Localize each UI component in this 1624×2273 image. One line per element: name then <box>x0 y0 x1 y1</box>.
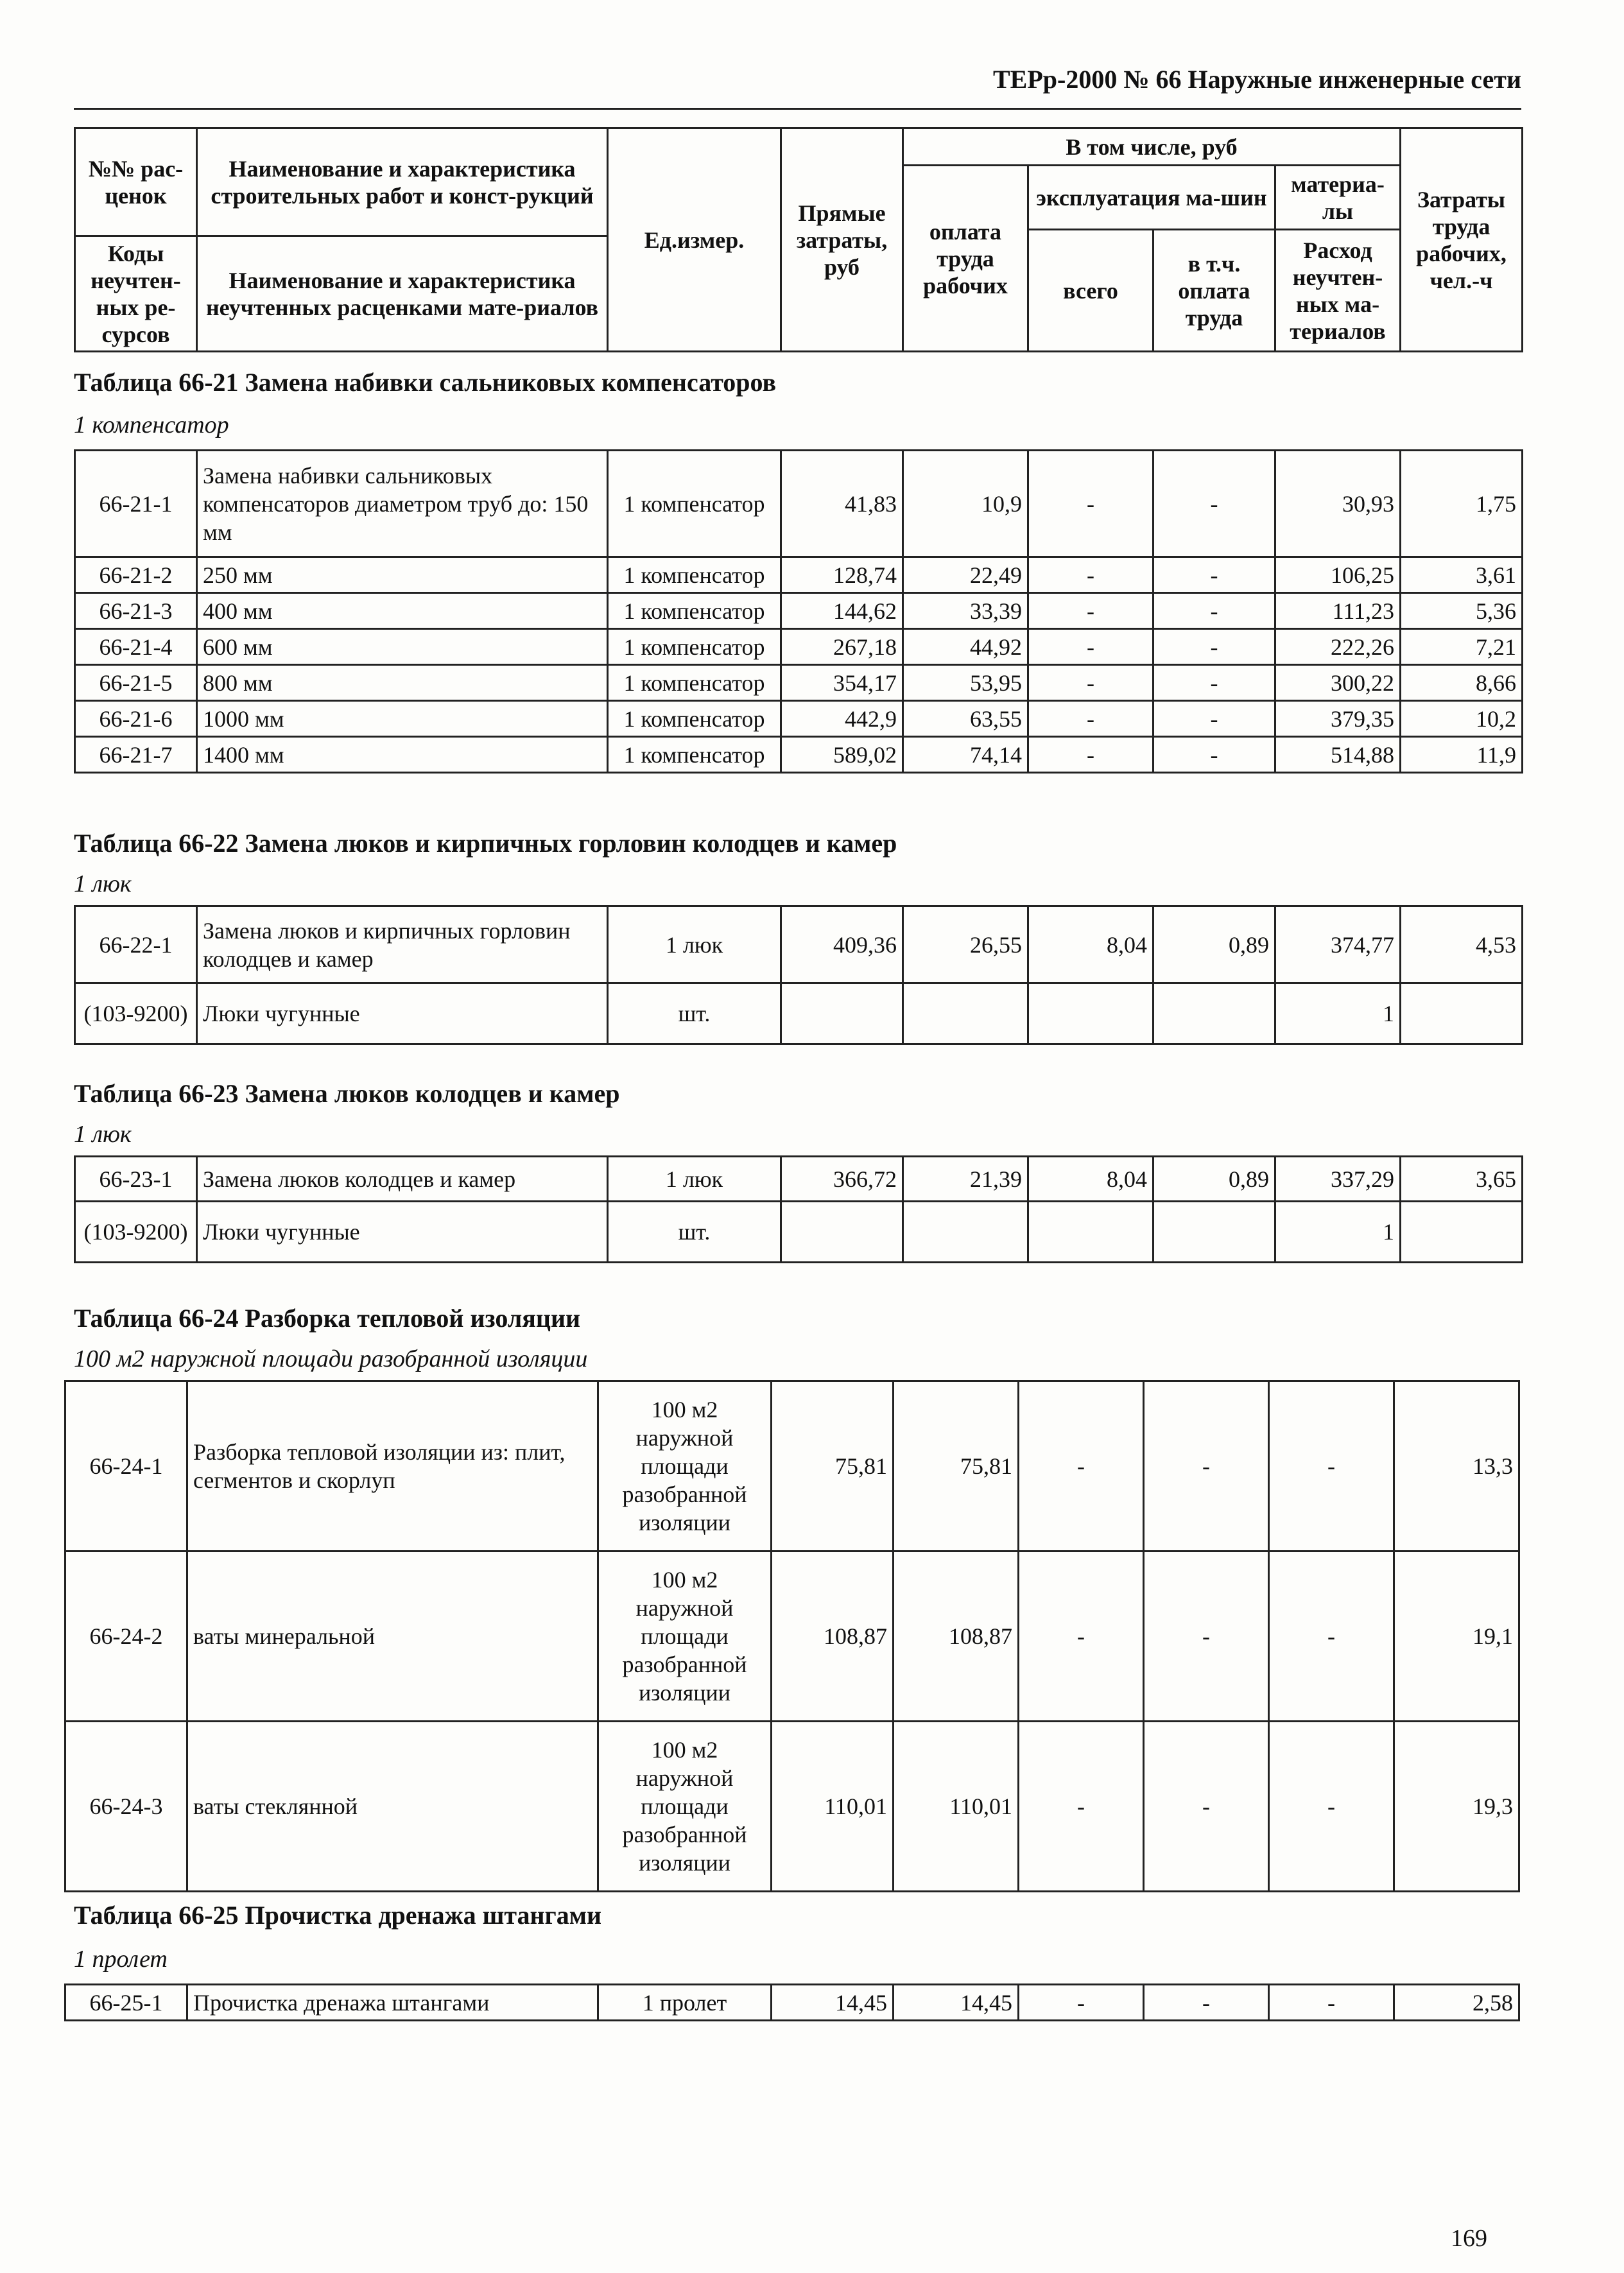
header-unit: Ед.измер. <box>608 128 781 352</box>
section-unit-66-22: 1 люк <box>74 870 132 897</box>
machine-total: - <box>1028 593 1153 629</box>
rate-code: 66-21-7 <box>75 737 197 773</box>
header-pay: оплата труда рабочих <box>903 166 1028 352</box>
materials: 222,26 <box>1275 629 1401 665</box>
machine-total: - <box>1028 557 1153 593</box>
table-row <box>65 1722 1519 1892</box>
machine-pay: 0,89 <box>1153 906 1275 983</box>
header-name2: Наименование и характеристика неучтенных расценками мате-риалов <box>197 236 608 352</box>
materials-qty: 1 <box>1275 983 1401 1044</box>
work-name: Разборка тепловой изоляции из: плит, сегментов и скорлуп <box>187 1381 598 1551</box>
machine-pay: - <box>1153 451 1275 557</box>
materials: - <box>1269 1985 1394 2021</box>
machine-total: - <box>1028 451 1153 557</box>
direct-cost: 589,02 <box>781 737 903 773</box>
table-row <box>75 906 1523 983</box>
worker-pay: 14,45 <box>894 1985 1019 2021</box>
section-title-66-25: Таблица 66-25 Прочистка дренажа штангами <box>74 1901 602 1930</box>
materials: - <box>1269 1381 1394 1551</box>
machine-pay: 0,89 <box>1153 1157 1275 1202</box>
table-row <box>75 665 1523 701</box>
table-row <box>75 701 1523 737</box>
worker-pay: 53,95 <box>903 665 1028 701</box>
labor: 3,61 <box>1401 557 1523 593</box>
header-incl-pay: в т.ч. оплата труда <box>1153 230 1275 352</box>
unit: 100 м2 наружной площади разобранной изоляции <box>598 1722 772 1892</box>
direct-cost: 442,9 <box>781 701 903 737</box>
rate-code: 66-24-3 <box>65 1722 187 1892</box>
unit: 100 м2 наружной площади разобранной изоляции <box>598 1381 772 1551</box>
rate-code: 66-21-6 <box>75 701 197 737</box>
rate-code: 66-25-1 <box>65 1985 187 2021</box>
machine-total: 8,04 <box>1028 906 1153 983</box>
work-name: 600 мм <box>197 629 608 665</box>
section-unit-66-21: 1 компенсатор <box>74 411 229 438</box>
unit: 1 люк <box>608 1157 781 1202</box>
machine-pay: - <box>1153 737 1275 773</box>
header-direct: Прямые затраты, руб <box>781 128 903 352</box>
table-row <box>75 983 1523 1044</box>
unit: 1 компенсатор <box>608 737 781 773</box>
work-name: 1000 мм <box>197 701 608 737</box>
unit: 1 компенсатор <box>608 629 781 665</box>
page-number: 169 <box>1451 2225 1487 2252</box>
rate-code: 66-24-1 <box>65 1381 187 1551</box>
labor: 1,75 <box>1401 451 1523 557</box>
section-unit-66-23: 1 люк <box>74 1121 132 1148</box>
machine-total: - <box>1019 1722 1144 1892</box>
labor: 10,2 <box>1401 701 1523 737</box>
materials: 374,77 <box>1275 906 1401 983</box>
materials: 379,35 <box>1275 701 1401 737</box>
direct-cost: 354,17 <box>781 665 903 701</box>
unit: 1 люк <box>608 906 781 983</box>
direct-cost: 108,87 <box>772 1551 894 1722</box>
machine-pay: - <box>1144 1551 1269 1722</box>
materials: 106,25 <box>1275 557 1401 593</box>
unit: шт. <box>608 983 781 1044</box>
labor: 7,21 <box>1401 629 1523 665</box>
header-rule <box>74 108 1521 110</box>
labor: 19,3 <box>1394 1722 1519 1892</box>
header-materials: материа-лы <box>1275 166 1401 230</box>
header-machines: эксплуатация ма-шин <box>1028 166 1275 230</box>
material-name: Люки чугунные <box>197 983 608 1044</box>
machine-pay: - <box>1144 1985 1269 2021</box>
direct-cost: 144,62 <box>781 593 903 629</box>
unit: 100 м2 наружной площади разобранной изоляции <box>598 1551 772 1722</box>
machine-total <box>1028 983 1153 1044</box>
worker-pay: 108,87 <box>894 1551 1019 1722</box>
unit: 1 компенсатор <box>608 451 781 557</box>
materials: 300,22 <box>1275 665 1401 701</box>
worker-pay: 75,81 <box>894 1381 1019 1551</box>
header-labor: Затраты труда рабочих, чел.-ч <box>1401 128 1523 352</box>
machine-total: - <box>1028 665 1153 701</box>
direct-cost: 267,18 <box>781 629 903 665</box>
rate-code: 66-22-1 <box>75 906 197 983</box>
worker-pay <box>903 1202 1028 1263</box>
worker-pay: 22,49 <box>903 557 1028 593</box>
section-title-66-21: Таблица 66-21 Замена набивки сальниковых компенсаторов <box>74 368 777 397</box>
unit: шт. <box>608 1202 781 1263</box>
labor: 4,53 <box>1401 906 1523 983</box>
materials: 514,88 <box>1275 737 1401 773</box>
rate-code: 66-21-3 <box>75 593 197 629</box>
machine-total: - <box>1028 737 1153 773</box>
machine-pay: - <box>1153 593 1275 629</box>
direct-cost: 14,45 <box>772 1985 894 2021</box>
labor: 5,36 <box>1401 593 1523 629</box>
table-row <box>65 1985 1519 2021</box>
machine-total <box>1028 1202 1153 1263</box>
rate-code: 66-23-1 <box>75 1157 197 1202</box>
worker-pay: 26,55 <box>903 906 1028 983</box>
header-incl: В том числе, руб <box>903 128 1401 166</box>
resource-code: (103-9200) <box>75 1202 197 1263</box>
table-row <box>75 737 1523 773</box>
direct-cost: 409,36 <box>781 906 903 983</box>
running-header: ТЕРр-2000 № 66 Наружные инженерные сети <box>993 65 1521 94</box>
header-name: Наименование и характеристика строительных работ и конст-рукций <box>197 128 608 236</box>
section-title-66-22: Таблица 66-22 Замена люков и кирпичных горловин колодцев и камер <box>74 829 897 858</box>
machine-total: - <box>1019 1551 1144 1722</box>
machine-pay: - <box>1153 557 1275 593</box>
work-name: 250 мм <box>197 557 608 593</box>
machine-pay <box>1153 1202 1275 1263</box>
table-row <box>65 1381 1519 1551</box>
unit: 1 пролет <box>598 1985 772 2021</box>
labor: 13,3 <box>1394 1381 1519 1551</box>
rate-code: 66-21-4 <box>75 629 197 665</box>
worker-pay: 33,39 <box>903 593 1028 629</box>
direct-cost: 366,72 <box>781 1157 903 1202</box>
direct-cost: 110,01 <box>772 1722 894 1892</box>
work-name: ваты стеклянной <box>187 1722 598 1892</box>
materials: - <box>1269 1722 1394 1892</box>
labor <box>1401 1202 1523 1263</box>
table-row <box>75 451 1523 557</box>
labor: 8,66 <box>1401 665 1523 701</box>
worker-pay: 44,92 <box>903 629 1028 665</box>
direct-cost: 128,74 <box>781 557 903 593</box>
machine-total: 8,04 <box>1028 1157 1153 1202</box>
work-name: 400 мм <box>197 593 608 629</box>
materials: - <box>1269 1551 1394 1722</box>
table-row <box>65 1551 1519 1722</box>
table-66-22 <box>74 905 1523 1045</box>
resource-code: (103-9200) <box>75 983 197 1044</box>
materials: 111,23 <box>1275 593 1401 629</box>
work-name: Прочистка дренажа штангами <box>187 1985 598 2021</box>
labor: 11,9 <box>1401 737 1523 773</box>
machine-pay: - <box>1144 1722 1269 1892</box>
machine-pay <box>1153 983 1275 1044</box>
worker-pay: 63,55 <box>903 701 1028 737</box>
direct-cost <box>781 1202 903 1263</box>
machine-total: - <box>1019 1381 1144 1551</box>
work-name: Замена люков и кирпичных горловин колодцев и камер <box>197 906 608 983</box>
table-66-24 <box>64 1380 1520 1892</box>
work-name: 1400 мм <box>197 737 608 773</box>
table-row <box>75 1157 1523 1202</box>
header-codes2: Коды неучтен-ных ре-сурсов <box>75 236 197 352</box>
unit: 1 компенсатор <box>608 557 781 593</box>
header-total: всего <box>1028 230 1153 352</box>
table-row <box>75 1202 1523 1263</box>
materials: 30,93 <box>1275 451 1401 557</box>
unit: 1 компенсатор <box>608 665 781 701</box>
section-title-66-24: Таблица 66-24 Разборка тепловой изоляции <box>74 1304 581 1333</box>
section-title-66-23: Таблица 66-23 Замена люков колодцев и камер <box>74 1079 620 1108</box>
rate-code: 66-21-1 <box>75 451 197 557</box>
machine-pay: - <box>1144 1381 1269 1551</box>
direct-cost: 41,83 <box>781 451 903 557</box>
section-unit-66-25: 1 пролет <box>74 1946 168 1973</box>
column-header-table <box>74 127 1523 352</box>
table-66-21 <box>74 449 1523 774</box>
header-unaccounted: Расход неучтен-ных ма-териалов <box>1275 230 1401 352</box>
machine-pay: - <box>1153 665 1275 701</box>
section-unit-66-24: 100 м2 наружной площади разобранной изоляции <box>74 1345 588 1372</box>
work-name: 800 мм <box>197 665 608 701</box>
labor <box>1401 983 1523 1044</box>
table-row <box>75 629 1523 665</box>
machine-pay: - <box>1153 701 1275 737</box>
table-66-23 <box>74 1155 1523 1263</box>
work-name: Замена люков колодцев и камер <box>197 1157 608 1202</box>
header-code: №№ рас-ценок <box>75 128 197 236</box>
worker-pay: 21,39 <box>903 1157 1028 1202</box>
direct-cost: 75,81 <box>772 1381 894 1551</box>
materials: 337,29 <box>1275 1157 1401 1202</box>
rate-code: 66-21-5 <box>75 665 197 701</box>
labor: 19,1 <box>1394 1551 1519 1722</box>
worker-pay: 74,14 <box>903 737 1028 773</box>
worker-pay: 110,01 <box>894 1722 1019 1892</box>
table-row <box>75 557 1523 593</box>
machine-total: - <box>1019 1985 1144 2021</box>
rate-code: 66-21-2 <box>75 557 197 593</box>
direct-cost <box>781 983 903 1044</box>
machine-total: - <box>1028 701 1153 737</box>
rate-code: 66-24-2 <box>65 1551 187 1722</box>
unit: 1 компенсатор <box>608 701 781 737</box>
labor: 2,58 <box>1394 1985 1519 2021</box>
work-name: ваты минеральной <box>187 1551 598 1722</box>
labor: 3,65 <box>1401 1157 1523 1202</box>
machine-total: - <box>1028 629 1153 665</box>
machine-pay: - <box>1153 629 1275 665</box>
materials-qty: 1 <box>1275 1202 1401 1263</box>
unit: 1 компенсатор <box>608 593 781 629</box>
worker-pay: 10,9 <box>903 451 1028 557</box>
table-66-25 <box>64 1983 1520 2021</box>
worker-pay <box>903 983 1028 1044</box>
table-row <box>75 593 1523 629</box>
material-name: Люки чугунные <box>197 1202 608 1263</box>
work-name: Замена набивки сальниковых компенсаторов диаметром труб до: 150 мм <box>197 451 608 557</box>
